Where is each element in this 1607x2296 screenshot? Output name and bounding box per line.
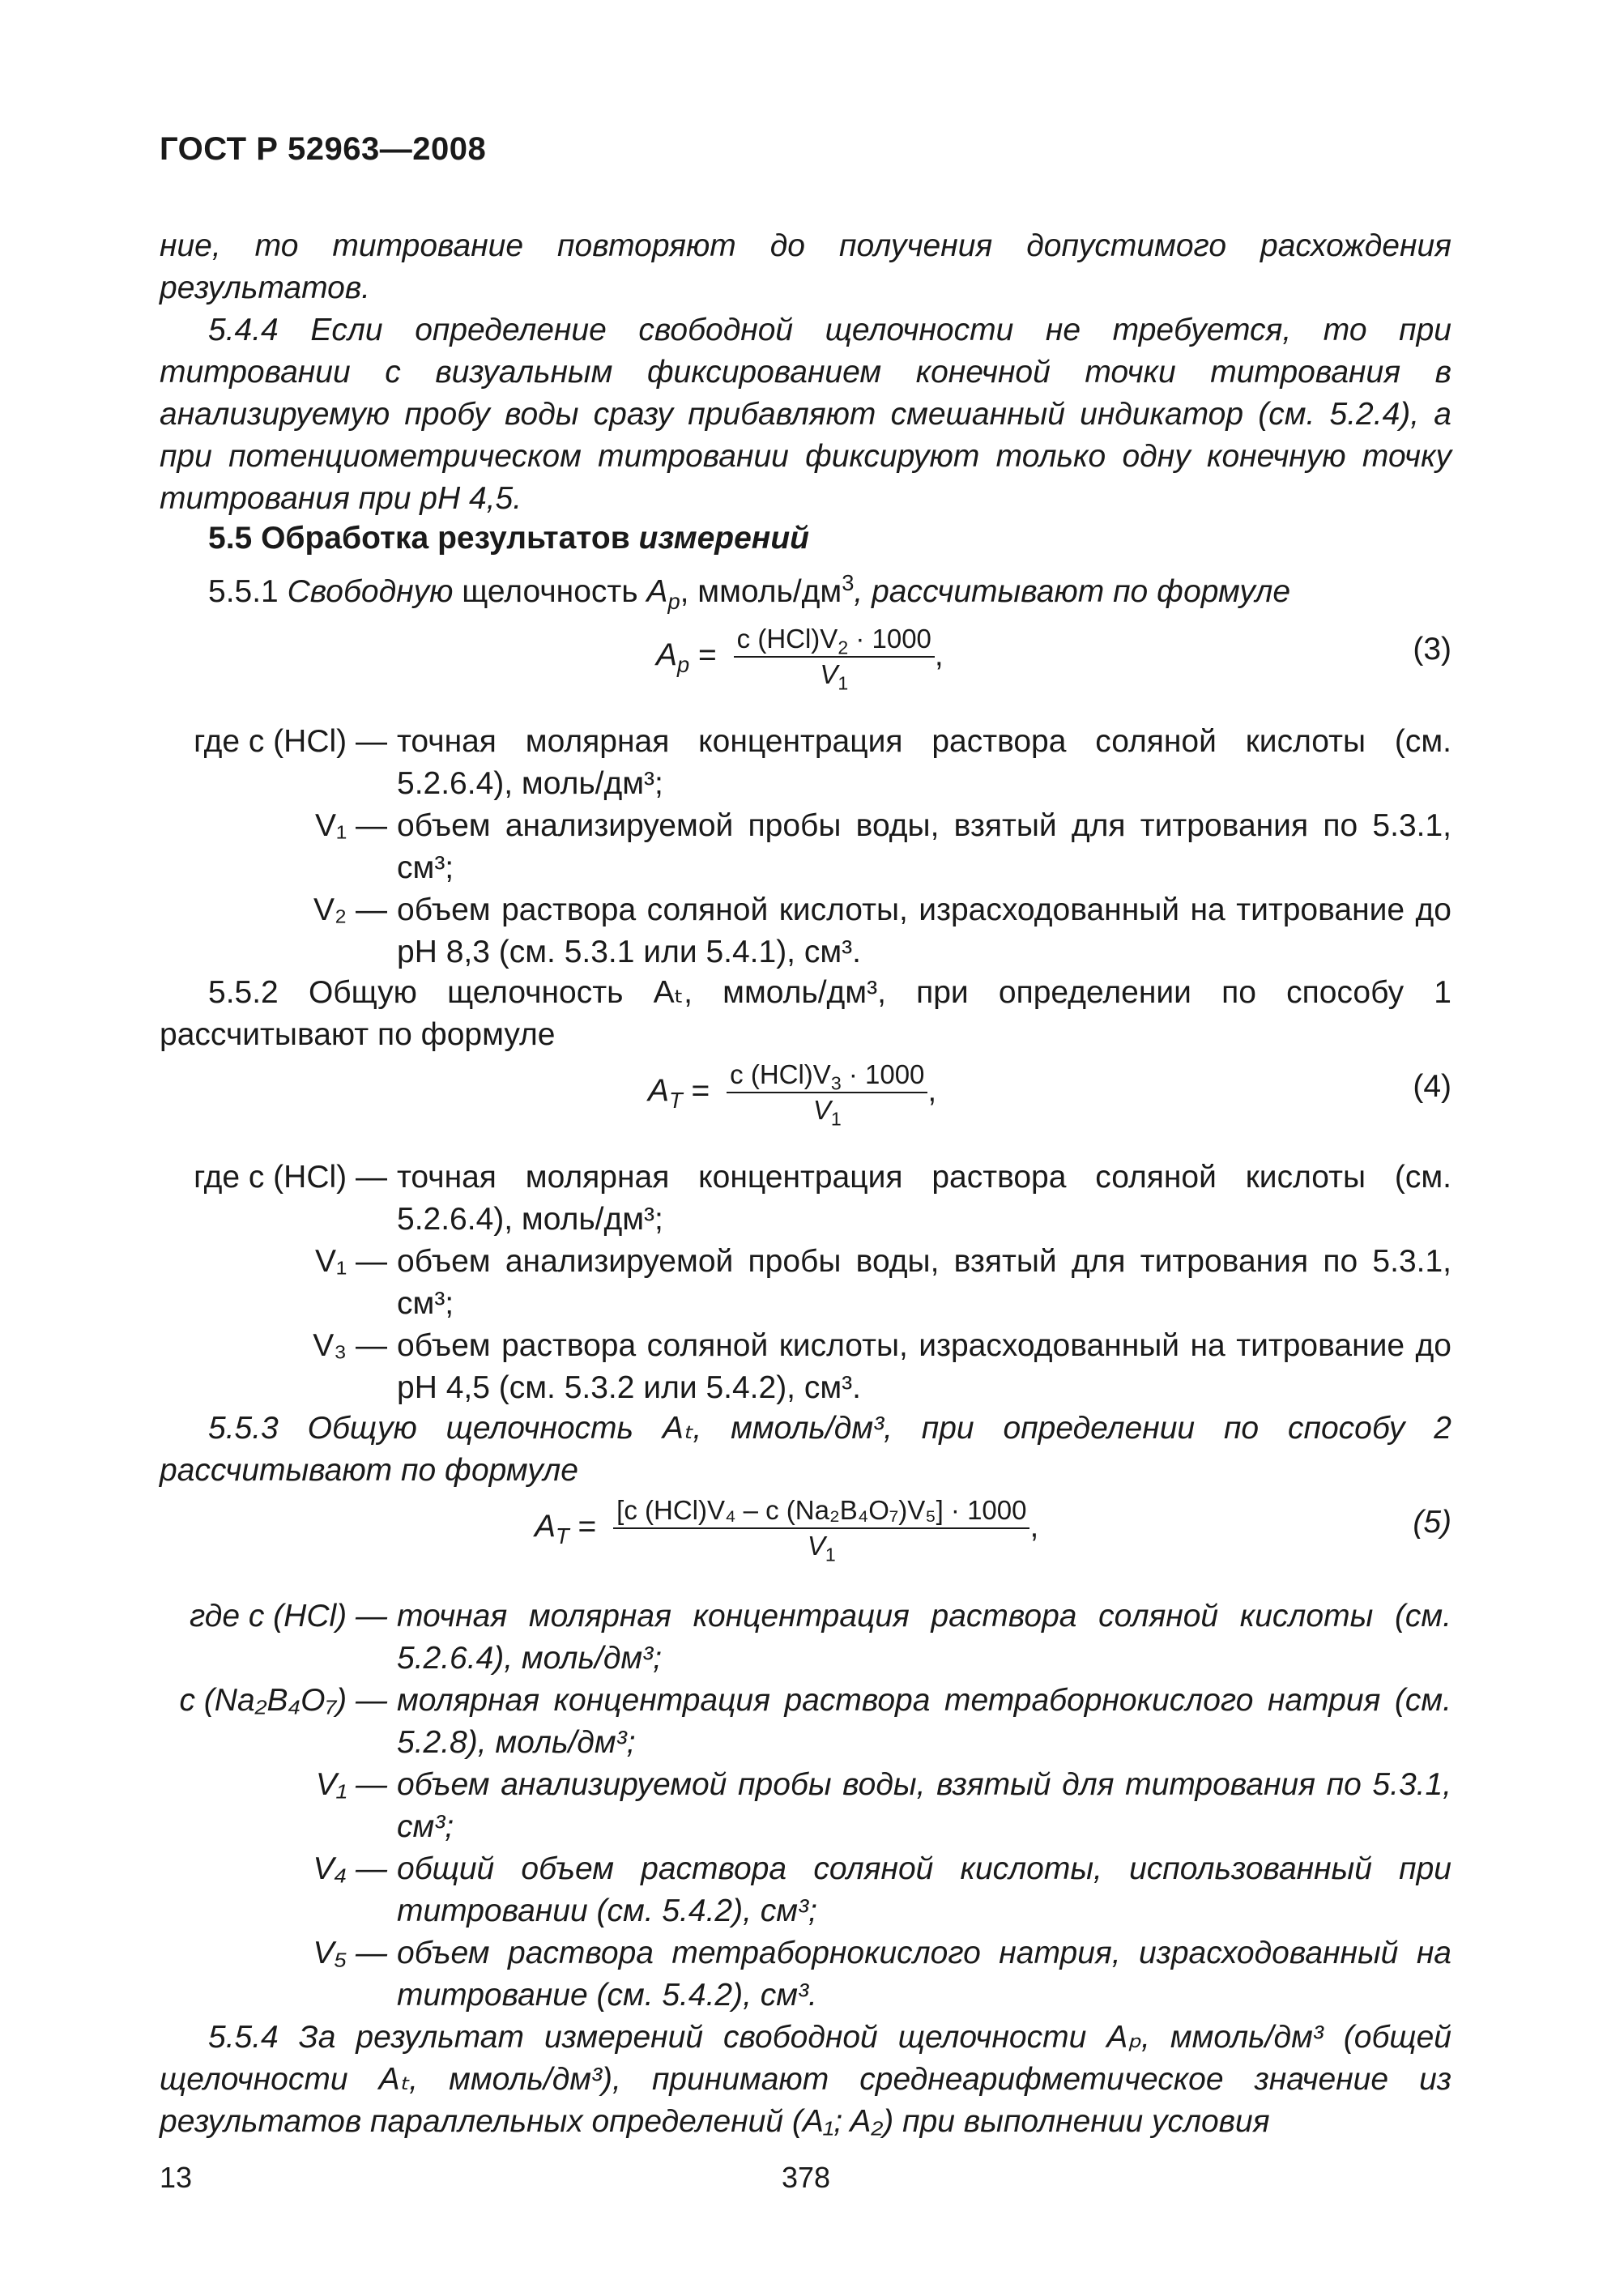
where-label: V₁ — [314,808,387,843]
where-definition: объем анализируемой пробы воды, взятый для титрования по 5.3.1, см³; [397,1244,1451,1321]
where-definition: объем раствора соляной кислоты, израсходованный на титрование до рН 4,5 (см. 5.3.2 или 5.4.2), см³. [397,1328,1451,1405]
paragraph-5-5-3: 5.5.3 Общую щелочность Aₜ, ммоль/дм³, при определении по способу 2 рассчитывают по формуле [160,1411,1451,1488]
where-label: где c (HCl) — [194,1160,387,1195]
paragraph-5-5-1: 5.5.1 Свободную щелочность $A_p$, ммоль/$дм^3$, рассчитывают по формуле [208,570,1291,614]
where-definition: общий объем раствора соляной кислоты, использованный при титровании (см. 5.4.2), см³; [397,1851,1451,1928]
where-definition: объем раствора тетраборнокислого натрия, израсходованный на титрование (см. 5.4.2), см³. [397,1936,1451,2013]
formula-3-fraction: $\frac{c (HCl)V_2 \cdot 1000}{V_1}$ [734,624,935,690]
where-label: c (Na₂B₄O₇) — [179,1683,387,1718]
footer-sheet-number: 378 [782,2161,831,2194]
where-definition: точная молярная концентрация раствора соляной кислоты (см. 5.2.6.4), моль/дм³; [397,1160,1451,1237]
where-definition: объем раствора соляной кислоты, израсходованный на титрование до рН 8,3 (см. 5.3.1 или 5.4.1), см³. [397,892,1451,969]
where-label: V₂ — [313,892,387,927]
where-label: V₁ — [315,1767,387,1802]
footer-page-number: 13 [160,2161,193,2194]
section-heading-5-5 [208,521,809,556]
paragraph-5-5-4: 5.5.4 За результат измерений свободной щелочности Aₚ, ммоль/дм³ (общей щелочности Aₜ, ммоль/дм³), принимают среднеарифметическое значение из результатов параллельных определений (A₁; A₂) при выполнении условия [160,2020,1451,2139]
where-definition: точная молярная концентрация раствора соляной кислоты (см. 5.2.6.4), моль/дм³; [397,1599,1451,1676]
where-definition: точная молярная концентрация раствора соляной кислоты (см. 5.2.6.4), моль/дм³; [397,724,1451,801]
where-definition: молярная концентрация раствора тетраборнокислого натрия (см. 5.2.8), моль/дм³; [397,1683,1451,1760]
where-definition: объем анализируемой пробы воды, взятый для титрования по 5.3.1, см³; [397,808,1451,885]
where-label: V₁ — [314,1244,387,1279]
formula-5-number: (5) [1413,1505,1451,1540]
section-number: 5.5 [208,521,253,556]
where-definition: объем анализируемой пробы воды, взятый для титрования по 5.3.1, см³; [397,1767,1451,1844]
section-title-italic: измерений [638,521,809,556]
section-title: Обработка результатов [261,521,630,556]
where-label: V₃ — [313,1328,387,1363]
where-label: где c (HCl) — [194,724,387,759]
formula-5: $A_T$ = $\frac{\text{[c (HCl)V₄ – c (Na₂B₄O₇)V₅] · 1000}}{V_1}$ , [535,1495,1039,1565]
formula-3: $A_p$ = $\frac{c (HCl)V_2 \cdot 1000}{V_1}$ , [656,624,944,694]
formula-4: $A_T$ = $\frac{c (HCl)V_3 \cdot 1000}{V_1}$ , [648,1059,937,1130]
paragraph-continuation: ние, то титрование повторяют до получения допустимого расхождения результатов. [160,228,1451,305]
paragraph-5-5-2: 5.5.2 Общую щелочность Aₜ, ммоль/дм³, при определении по способу 1 рассчитывают по формуле [160,975,1451,1052]
paragraph-5-4-4: 5.4.4 Если определение свободной щелочности не требуется, то при титровании с визуальным фиксированием конечной точки титрования в анализируемую пробу воды сразу прибавляют смешанный индикатор (см. 5.2.4), а при потенциометрическом титровании фиксируют только одну конечную точку титрования при рН 4,5. [160,313,1451,516]
formula-4-fraction: $\frac{c (HCl)V_3 \cdot 1000}{V_1}$ [727,1059,927,1126]
formula-4-number: (4) [1413,1069,1451,1104]
formula-3-number: (3) [1413,632,1451,667]
where-label: V₄ — [313,1851,387,1886]
where-label: где c (HCl) — [189,1599,387,1634]
formula-5-fraction: $\frac{\text{[c (HCl)V₄ – c (Na₂B₄O₇)V₅] · 1000}}{V_1}$ [613,1495,1029,1561]
document-header: ГОСТ Р 52963—2008 [160,131,487,167]
where-label: V₅ — [313,1936,387,1970]
